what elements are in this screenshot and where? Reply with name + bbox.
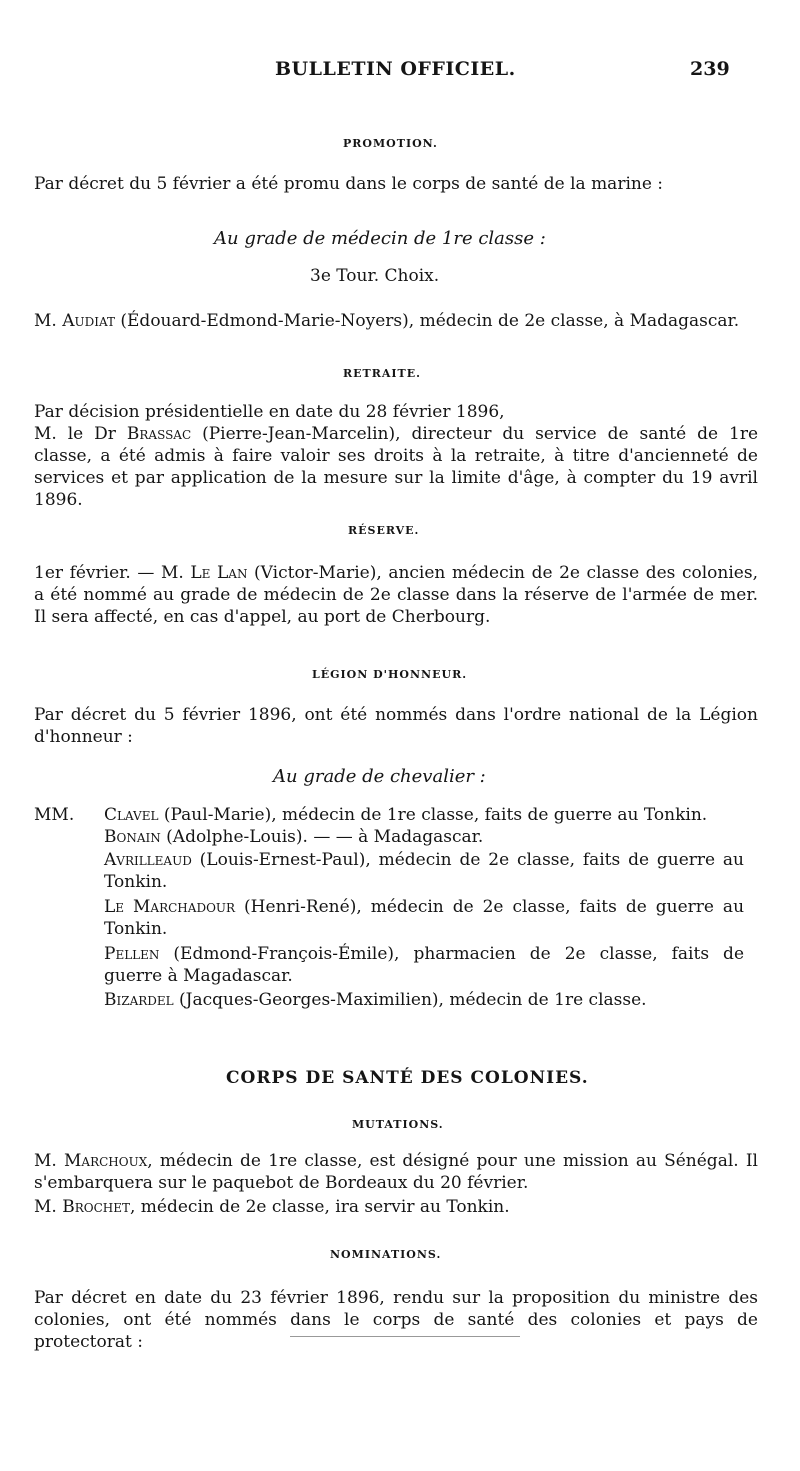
retraite-entry: M. le Dr Brassac (Pierre-Jean-Marcelin), directeur du service de santé de 1re classe, a été admis à faire valoir ses droits à la retraite, à titre d'ancienneté de services et par application de la mesure sur la limite d'âge, à compter du 19 avril 1896. (34, 424, 759, 510)
nominations-text: Par décret en date du 23 février 1896, rendu sur la proposition du ministre des colonies, ont été nommés dans le corps de santé des colonies et pays de protectorat : (34, 1288, 758, 1352)
section-heading-mutations: MUTATIONS. (352, 1118, 444, 1131)
legion-grade: Au grade de chevalier : (273, 766, 486, 787)
running-header: BULLETIN OFFICIEL. (275, 58, 516, 80)
promotion-intro: Par décret du 5 février a été promu dans le corps de santé de la marine : (34, 174, 664, 194)
legion-intro: Par décret du 5 février 1896, ont été nommés dans l'ordre national de la Légion d'honneur : (34, 705, 758, 747)
page-number: 239 (690, 58, 730, 80)
legion-entry: Bonain (Adolphe-Louis). — — à Madagascar. (104, 827, 484, 847)
divider (290, 1336, 520, 1337)
person-name: Audiat (62, 311, 115, 331)
person-name: Le Lan (190, 563, 248, 583)
promotion-entry: M. Audiat (Édouard-Edmond-Marie-Noyers), médecin de 2e classe, à Madagascar. (34, 311, 740, 331)
section-heading-reserve: RÉSERVE. (348, 524, 420, 537)
mutation-entry: M. Brochet, médecin de 2e classe, ira servir au Tonkin. (34, 1197, 510, 1217)
section-heading-nominations: NOMINATIONS. (330, 1248, 442, 1261)
legion-entry: Le Marchadour (Henri-René), médecin de 2e classe, faits de guerre au Tonkin. (104, 897, 745, 939)
legion-entry: Pellen (Edmond-François-Émile), pharmacien de 2e classe, faits de guerre à Magadascar. (104, 944, 744, 986)
person-name: Brassac (126, 424, 192, 444)
legion-prefix: MM. (34, 805, 75, 825)
section-heading-promotion: PROMOTION. (343, 137, 438, 150)
legion-entry: Avrilleaud (Louis-Ernest-Paul), médecin de 2e classe, faits de guerre au Tonkin. (104, 850, 744, 892)
promotion-grade: Au grade de médecin de 1re classe : (214, 228, 546, 249)
legion-entry: Bizardel (Jacques-Georges-Maximilien), médecin de 1re classe. (104, 990, 647, 1010)
retraite-line1: Par décision présidentielle en date du 28 février 1896, (34, 402, 505, 422)
promotion-tour: 3e Tour. Choix. (310, 266, 440, 286)
section-heading-legion: LÉGION D'HONNEUR. (312, 668, 468, 681)
section-heading-retraite: RETRAITE. (343, 367, 421, 380)
legion-entry: Clavel (Paul-Marie), médecin de 1re classe, faits de guerre au Tonkin. (104, 805, 708, 825)
chapter-title: CORPS DE SANTÉ DES COLONIES. (226, 1068, 589, 1088)
reserve-entry: 1er février. — M. Le Lan (Victor-Marie), ancien médecin de 2e classe des colonies, a été nommé au grade de médecin de 2e classe dans la réserve de l'armée de mer. Il sera affecté, en cas d'appel, au port de Cherbourg. (34, 563, 758, 627)
mutation-entry: M. Marchoux, médecin de 1re classe, est désigné pour une mission au Sénégal. Il s'embarquera sur le paquebot de Bordeaux du 20 février. (34, 1151, 758, 1193)
